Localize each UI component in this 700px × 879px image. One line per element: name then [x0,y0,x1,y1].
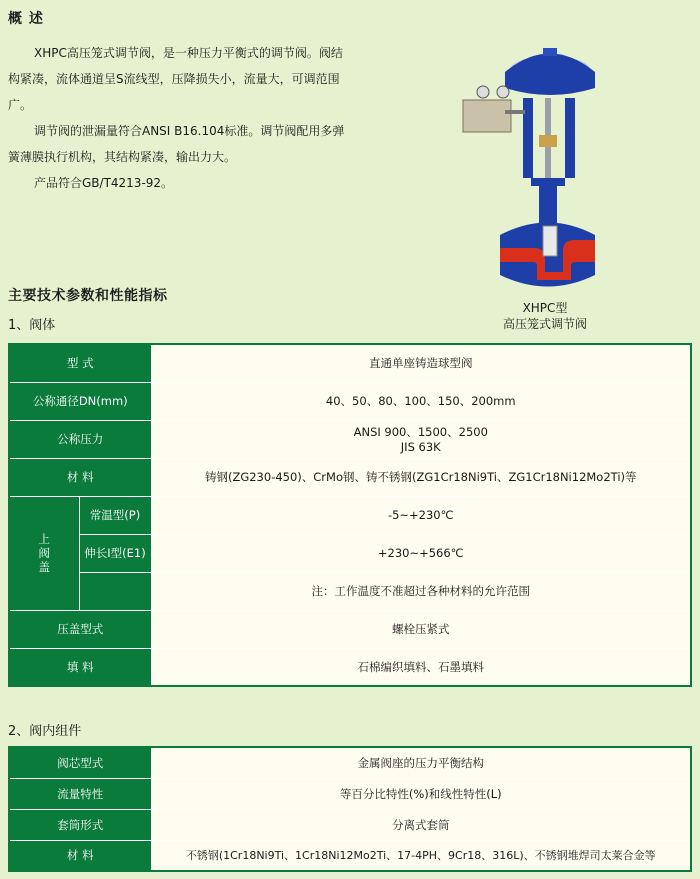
bonnet-label-text: 上阀盖 [38,532,50,574]
row-value: 铸钢(ZG230-450)、CrMo钢、铸不锈钢(ZG1Cr18Ni9Ti、ZG1Cr18Ni12Mo2Ti)等 [151,458,691,496]
table-row [9,747,691,778]
overview-text [8,40,348,196]
row-label: 公称通径DN(mm) [9,382,151,420]
table-row [9,572,691,610]
overview-title: 概 述 [8,11,44,27]
row-value: 等百分比特性(%)和线性特性(L) [151,778,691,809]
table-row [9,610,691,648]
positioner-arm [505,110,525,114]
table-row [9,534,691,572]
row-label: 材 料 [9,840,151,871]
row-label: 常温型(P) [79,496,151,534]
row-label: 压盖型式 [9,610,151,648]
row-label: 伸长I型(E1) [79,534,151,572]
row-value: 直通单座铸造球型阀 [151,344,691,382]
yoke-right [565,98,575,178]
pressure-gauge-icon [477,86,489,98]
row-label: 阀芯型式 [9,747,151,778]
valve-body-spec-table [8,343,692,687]
overview-paragraph-3: 产品符合GB/T4213-92。 [34,176,174,190]
product-caption [490,300,600,332]
row-value: 40、50、80、100、150、200mm [151,382,691,420]
row-label: 型 式 [9,344,151,382]
pressure-gauge-icon [497,86,509,98]
row-label: 流量特性 [9,778,151,809]
control-valve-illustration [445,40,615,300]
section1-heading: 1、阀体 [8,318,56,333]
actuator-diaphragm [505,54,595,96]
row-value: 金属阀座的压力平衡结构 [151,747,691,778]
row-label: 套筒形式 [9,809,151,840]
bonnet-flange [531,178,565,186]
overview-paragraph-1: XHPC高压笼式调节阀，是一种压力平衡式的调节阀。阀结构紧凑，流体通道呈S流线型，压降损失小，流量大，可调范围广。 [8,46,343,112]
table-row [9,496,691,534]
product-name: 高压笼式调节阀 [502,317,587,331]
row-label: 材 料 [9,458,151,496]
overview-paragraph-2: 调节阀的泄漏量符合ANSI B16.104标准。调节阀配用多弹簧薄膜执行机构，其结构紧凑，输出力大。 [8,124,345,164]
main-spec-title: 主要技术参数和性能指标 [8,288,168,304]
cage-plug [543,226,557,256]
row-value: 螺栓压紧式 [151,610,691,648]
table-row [9,420,691,458]
row-label: 公称压力 [9,420,151,458]
table-row [9,382,691,420]
row-label: 填 料 [9,648,151,686]
row-value: -5~+230℃ [151,496,691,534]
row-label [79,572,151,610]
row-value: 注：工作温度不准超过各种材料的允许范围 [151,572,691,610]
table-row [9,778,691,809]
bonnet [539,186,557,226]
stem-connector [539,135,557,147]
table-row [9,809,691,840]
row-value: 石棉编织填料、石墨填料 [151,648,691,686]
row-value: +230~+566℃ [151,534,691,572]
row-value [151,420,691,458]
table-row [9,458,691,496]
pressure-value-line-1: ANSI 900、1500、2500 [353,425,488,439]
row-value: 分离式套筒 [151,809,691,840]
pressure-value-line-2: JIS 63K [400,440,441,454]
section2-heading: 2、阀内组件 [8,724,82,739]
row-value: 不锈钢(1Cr18Ni9Ti、1Cr18Ni12Mo2Ti、17-4PH、9Cr18、316L)、不锈钢堆焊司太莱合金等 [151,840,691,871]
product-model: XHPC型 [522,301,568,315]
actuator-cap [543,48,557,56]
bonnet-label [9,496,79,610]
table-row [9,840,691,871]
table-row [9,648,691,686]
table-row [9,344,691,382]
positioner [463,100,511,132]
valve-trim-spec-table [8,746,692,872]
